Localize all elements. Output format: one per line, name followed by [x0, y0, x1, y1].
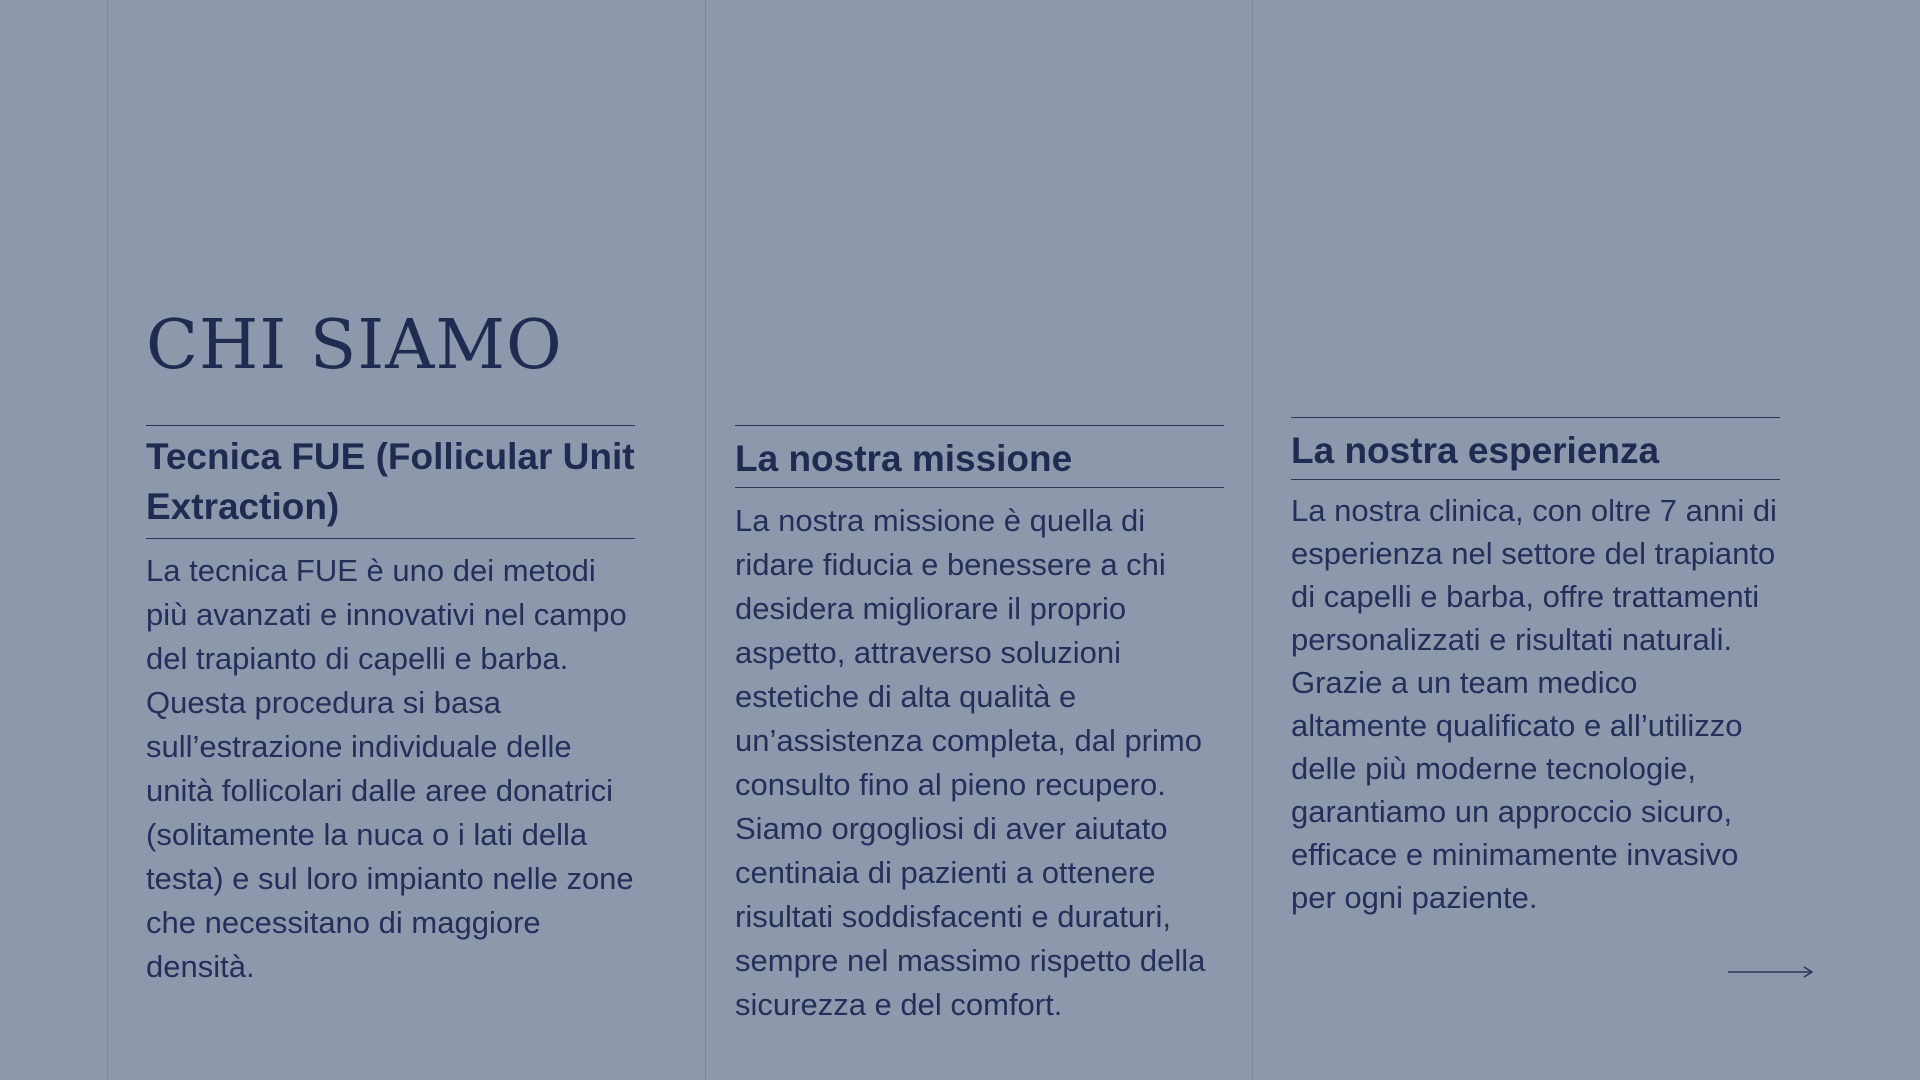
heading-rule-top — [1291, 417, 1780, 418]
column-body: La tecnica FUE è uno dei metodi più avanzati e innovativi nel campo del trapianto di capelli e barba. Questa procedura si basa sull’estrazione individuale delle unità follicolari dalle aree donatrici (solitamente la nuca o i lati della testa) e sul loro impianto nelle zone che necessitano di maggiore densità. — [146, 553, 634, 984]
column-divider-right — [1252, 0, 1253, 1080]
heading-rule-top — [735, 425, 1224, 426]
column-body: La nostra missione è quella di ridare fiducia e benessere a chi desidera migliorare il proprio aspetto, attraverso soluzioni estetiche di alta qualità e un’assistenza completa, dal primo consulto fino al pieno recupero. Siamo orgogliosi di aver aiutato centinaia di pazienti a ottenere risultati soddisfacenti e duraturi, sempre nel massimo rispetto della sicurezza e del comfort. — [735, 503, 1206, 1022]
heading-rule-bottom — [735, 487, 1224, 488]
column-mission — [735, 425, 1224, 1027]
column-experience — [1291, 417, 1780, 919]
column-body: La nostra clinica, con oltre 7 anni di esperienza nel settore del trapianto di capelli e barba, offre trattamenti personalizzati e risultati naturali. Grazie a un team medico altamente qualificato e all’utilizzo delle più moderne tecnologie, garantiamo un approccio sicuro, efficace e minimamente invasivo per ogni paziente. — [1291, 493, 1777, 915]
arrow-right-icon[interactable] — [1728, 965, 1814, 979]
column-heading: La nostra esperienza — [1291, 430, 1660, 471]
column-divider-middle — [705, 0, 706, 1080]
column-heading: La nostra missione — [735, 438, 1073, 479]
page-title: CHI SIAMO — [146, 306, 563, 385]
heading-rule-top — [146, 425, 635, 426]
column-heading: Tecnica FUE (Follicular Unit Extraction) — [146, 436, 635, 527]
column-divider-left — [107, 0, 108, 1080]
heading-rule-bottom — [1291, 479, 1780, 480]
heading-rule-bottom — [146, 538, 635, 539]
column-fue — [146, 425, 635, 989]
